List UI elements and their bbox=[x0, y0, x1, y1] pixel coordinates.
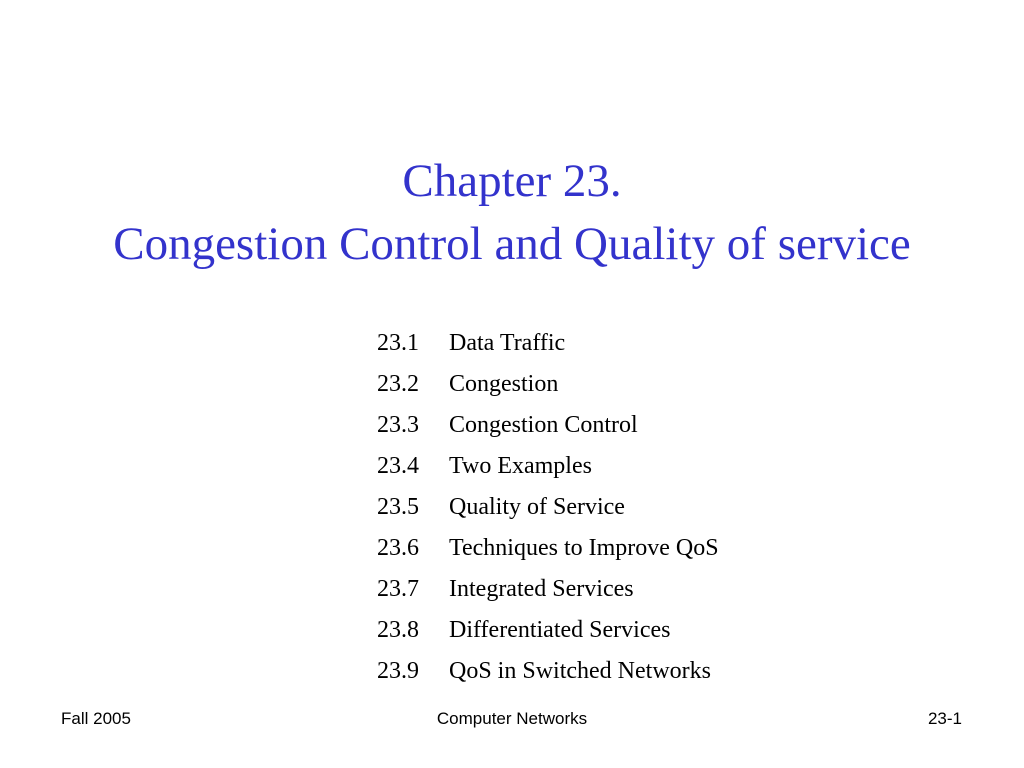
toc-item-23-8 bbox=[377, 616, 719, 657]
toc-number: 23.1 bbox=[377, 330, 419, 356]
toc-item-23-1 bbox=[377, 329, 719, 370]
toc-item-23-4 bbox=[377, 452, 719, 493]
slide-title-chapter: Chapter 23. bbox=[402, 155, 622, 207]
toc-number: 23.5 bbox=[377, 494, 419, 520]
toc-number: 23.4 bbox=[377, 453, 419, 479]
footer-date: Fall 2005 bbox=[61, 709, 131, 728]
toc-item-23-9 bbox=[377, 657, 719, 698]
toc-number: 23.7 bbox=[377, 576, 419, 602]
toc-label: QoS in Switched Networks bbox=[449, 658, 711, 684]
toc-number: 23.8 bbox=[377, 617, 419, 643]
toc-label: Congestion bbox=[449, 371, 559, 397]
toc-number: 23.6 bbox=[377, 535, 419, 561]
footer-slide-number: 23-1 bbox=[927, 709, 962, 728]
toc-label: Data Traffic bbox=[449, 330, 566, 356]
toc-label: Techniques to Improve QoS bbox=[449, 535, 719, 561]
toc-label: Two Examples bbox=[449, 453, 592, 479]
slide-title-topic: Congestion Control and Quality of service bbox=[113, 218, 911, 270]
table-of-contents bbox=[377, 329, 719, 698]
toc-number: 23.3 bbox=[377, 412, 419, 438]
toc-item-23-7 bbox=[377, 575, 719, 616]
toc-label: Differentiated Services bbox=[449, 617, 671, 643]
toc-number: 23.9 bbox=[377, 658, 419, 684]
toc-label: Quality of Service bbox=[449, 494, 625, 520]
toc-label: Congestion Control bbox=[449, 412, 638, 438]
toc-item-23-3 bbox=[377, 411, 719, 452]
toc-item-23-5 bbox=[377, 493, 719, 534]
toc-item-23-6 bbox=[377, 534, 719, 575]
toc-item-23-2 bbox=[377, 370, 719, 411]
toc-number: 23.2 bbox=[377, 371, 419, 397]
footer-course-title: Computer Networks bbox=[436, 709, 588, 728]
toc-label: Integrated Services bbox=[449, 576, 634, 602]
